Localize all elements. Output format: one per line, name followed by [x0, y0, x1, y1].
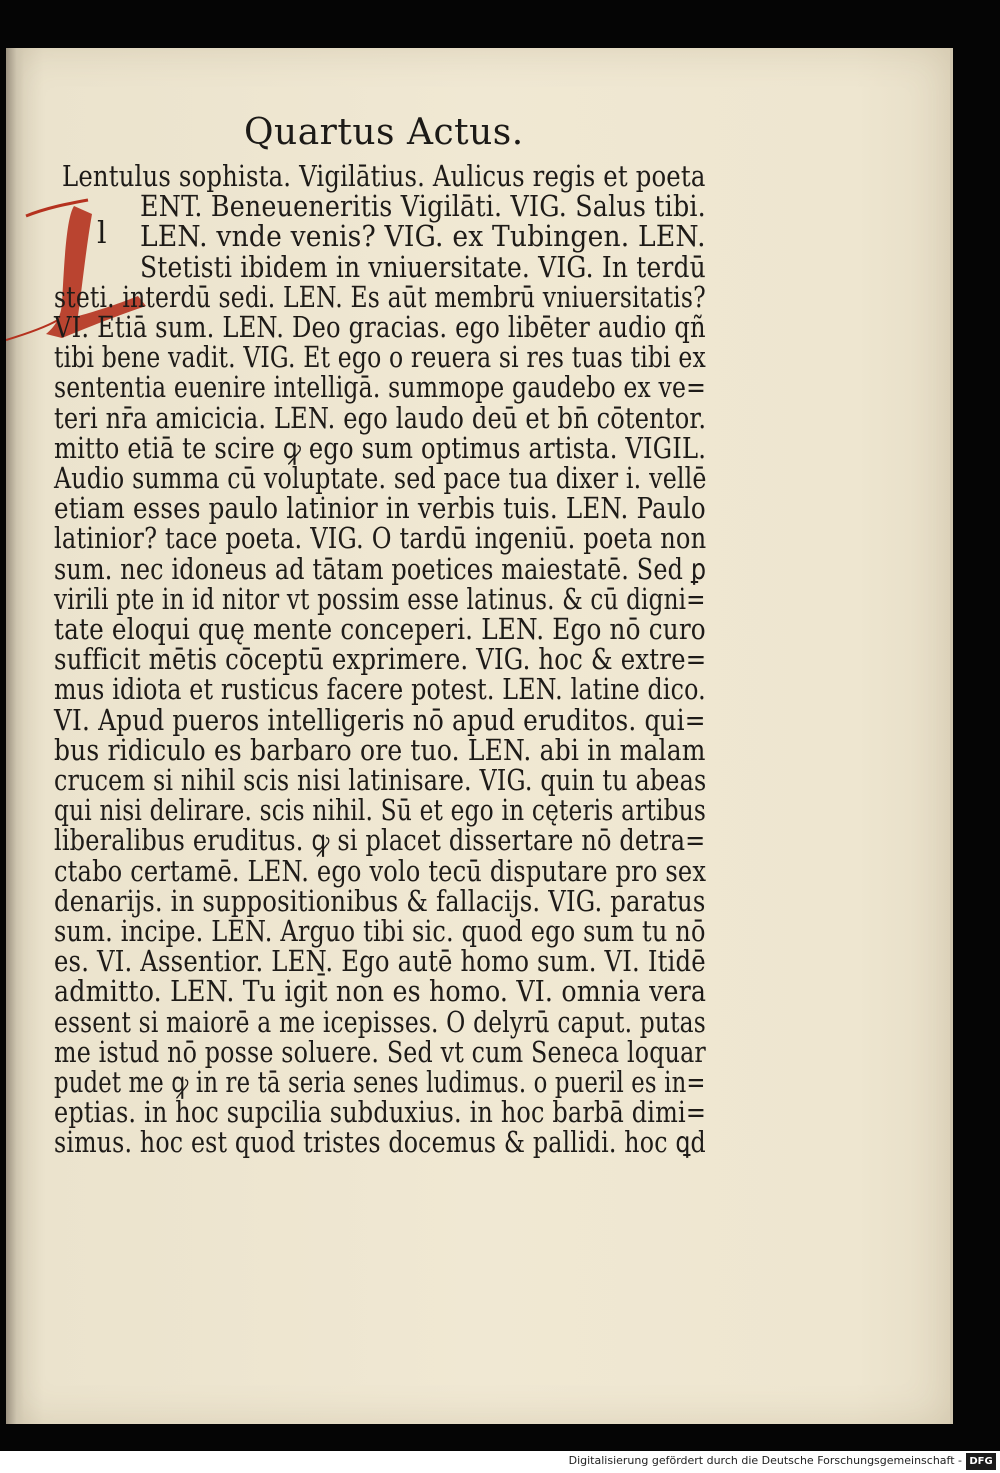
- text-line: qui nisi delirare. scis nihil. Sū et ego in cęteris artibus: [54, 794, 707, 828]
- guide-letter: l: [97, 216, 107, 251]
- footer-bar: [0, 1451, 1000, 1473]
- text-line: sum. nec idoneus ad tātam poetices maiestatē. Sed ꝑ: [54, 552, 707, 586]
- text-line: mitto etiā te scire ꝙ ego sum optimus artista. VIGIL.: [54, 431, 707, 465]
- text-line: me istud nō posse soluere. Sed vt cum Seneca loquar: [54, 1035, 706, 1069]
- text-line: crucem si nihil scis nisi latinisare. VIG. quin tu abeas: [54, 764, 707, 797]
- text-line: VI. Etiā sum. LEN. Deo gracias. ego libēter audio qñ: [54, 311, 706, 344]
- text-line: teri nr̄a amicicia. LEN. ego laudo deū et bn̄ cōtentor.: [54, 401, 707, 435]
- text-line: denarijs. in suppositionibus & fallacijs. VIG. paratus: [54, 884, 706, 918]
- text-line: simus. hoc est quod tristes docemus & pallidi. hoc ꝗd: [54, 1126, 706, 1160]
- text-line: sufficit mētis cōceptū exprimere. VIG. hoc & extre=: [54, 643, 707, 677]
- text-line: Stetisti ibidem in vniuersitate. VIG. In terdū: [140, 250, 706, 284]
- funding-credit: Digitalisierung gefördert durch die Deutsche Forschungsgemeinschaft -: [568, 1454, 962, 1467]
- text-line: sum. incipe. LEN. Arguo tibi sic. quod ego sum tu nō: [54, 915, 706, 948]
- text-line: essent si maiorē a me icepisses. O delyrū caput. putas: [54, 1005, 706, 1039]
- text-line: Lentulus sophista. Vigilātius. Aulicus regis et poeta: [62, 160, 706, 193]
- text-line: virili pte in id nitor vt possim esse latinus. & cū digni=: [54, 582, 706, 616]
- text-line: ENT. Beneueneritis Vigilāti. VIG. Salus tibi.: [140, 190, 706, 224]
- text-line: VI. Apud pueros intelligeris nō apud eruditos. qui=: [54, 703, 706, 737]
- text-line: bus ridiculo es barbaro ore tuo. LEN. abi in malam: [54, 733, 706, 767]
- text-line: etiam esses paulo latinior in verbis tuis. LEN. Paulo: [54, 492, 706, 526]
- text-line: latinior? tace poeta. VIG. O tardū ingeniū. poeta non: [54, 522, 707, 556]
- text-line: Audio summa cū voluptate. sed pace tua dixer i. vellē: [54, 462, 707, 495]
- text-line: LEN. vnde venis? VIG. ex Tubingen. LEN.: [140, 220, 706, 254]
- book-page: [6, 48, 953, 1424]
- text-line: steti. interdū sedi. LEN. Es aūt membrū vniuersitatis?: [54, 280, 706, 314]
- act-heading: Quartus Actus.: [244, 112, 524, 153]
- text-line: tibi bene vadit. VIG. Et ego o reuera si res tuas tibi ex: [54, 341, 706, 375]
- text-line: ctabo certamē. LEN. ego volo tecū disputare pro sex: [54, 854, 707, 888]
- dfg-logo: DFG: [966, 1453, 996, 1470]
- text-line: mus idiota et rusticus facere potest. LEN. latine dico.: [54, 673, 706, 707]
- text-line: sententia euenire intelligā. summope gaudebo ex ve=: [54, 371, 706, 405]
- text-line: pudet me ꝙ in re tā seria senes ludimus. o pueril es in=: [54, 1066, 706, 1099]
- text-line: eptias. in hoc supcilia subduxius. in hoc barbā dimi=: [54, 1096, 707, 1130]
- text-line: liberalibus eruditus. ꝙ si placet dissertare nō detra=: [54, 824, 706, 858]
- text-line: es. VI. Assentior. LEN. Ego autē homo sum. VI. Itidē: [54, 945, 706, 979]
- text-line: tate eloqui quę mente conceperi. LEN. Ego nō curo: [54, 613, 706, 646]
- text-line: admitto. LEN. Tu igit̄ non es homo. VI. omnia vera: [54, 975, 707, 1009]
